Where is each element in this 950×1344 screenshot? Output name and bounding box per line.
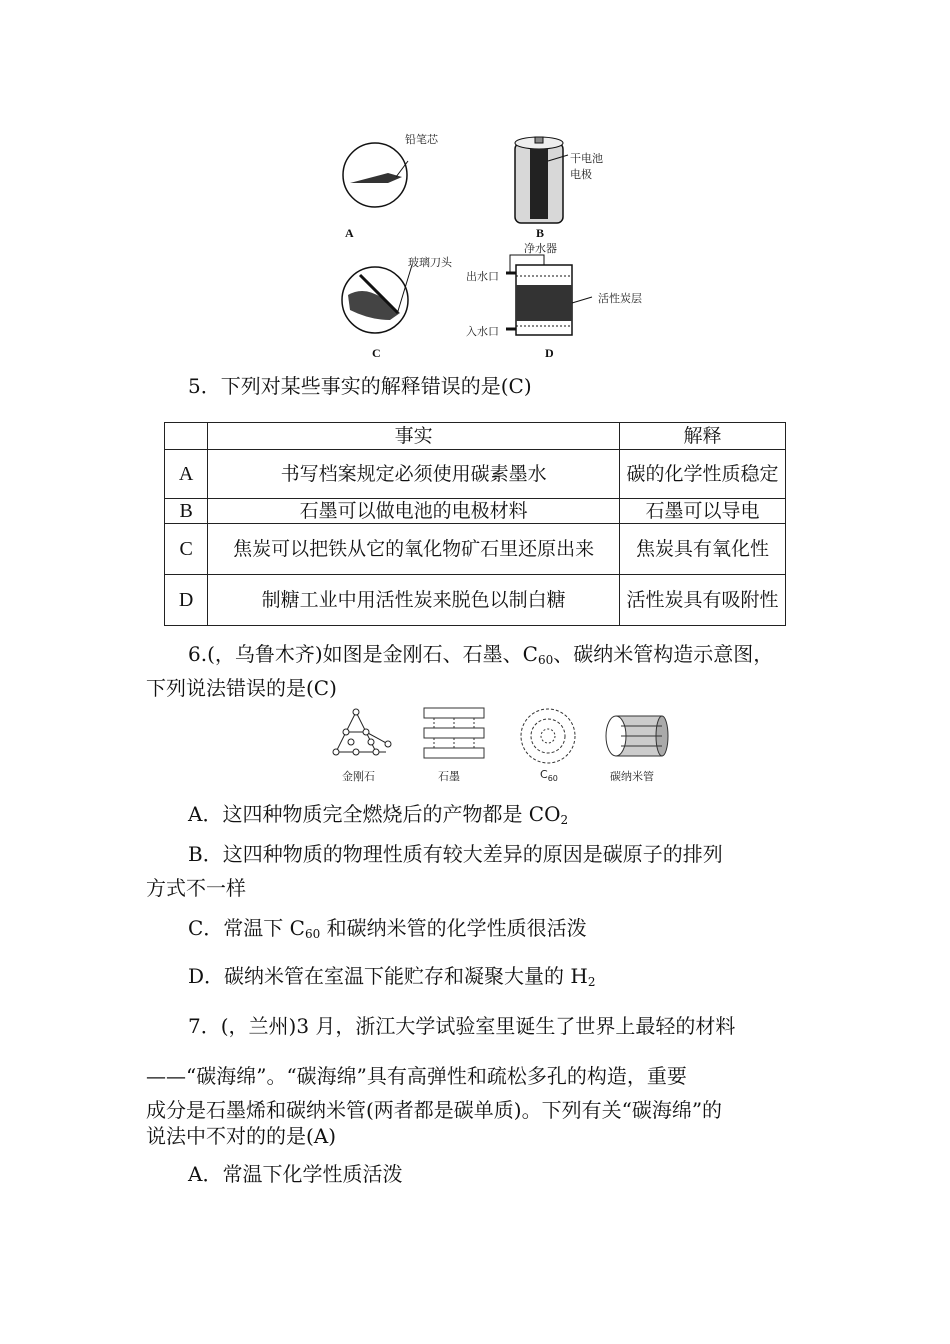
row-key: D	[165, 575, 208, 626]
figure-d-caption: D	[545, 346, 554, 360]
header-explanation: 解释	[619, 423, 785, 450]
pencil-lead-image	[343, 143, 408, 207]
q7-option-a: A．常温下化学性质活泼	[188, 1162, 403, 1186]
q6-option-c-text-cont: 和碳纳米管的化学性质很活泼	[320, 916, 587, 940]
row-explanation: 活性炭具有吸附性	[619, 575, 785, 626]
h2-subscript: 2	[587, 975, 596, 989]
water-purifier-image	[506, 255, 592, 335]
q6-option-c-text: C．常温下 C	[188, 916, 305, 940]
row-fact: 石墨可以做电池的电极材料	[208, 499, 620, 524]
water-purifier-label: 净水器	[524, 242, 557, 255]
q6-option-b-line2: 方式不一样	[146, 876, 246, 900]
q5-facts-table	[164, 422, 786, 626]
row-fact: 书写档案规定必须使用碳素墨水	[208, 450, 620, 499]
q6-option-d-text: D．碳纳米管在室温下能贮存和凝聚大量的 H	[188, 964, 588, 988]
graphite-label: 石墨	[438, 770, 460, 783]
q7-stem-line2: ——“碳海绵”。“碳海绵”具有高弹性和疏松多孔的构造，重要	[146, 1064, 687, 1088]
figure-a-caption: A	[345, 226, 354, 240]
glass-cutter-label: 玻璃刀头	[408, 256, 452, 269]
row-explanation: 焦炭具有氧化性	[619, 524, 785, 575]
figure-b-caption: B	[536, 226, 545, 240]
q7-stem-line3: 成分是石墨烯和碳纳米管(两者都是碳单质)。下列有关“碳海绵”的	[146, 1098, 723, 1122]
row-key: B	[165, 499, 208, 524]
nanotube-label: 碳纳米管	[610, 770, 654, 783]
q6-option-a-text: A．这四种物质完全燃烧后的产物都是 CO	[188, 802, 561, 826]
table-header-row	[165, 423, 786, 450]
row-key: A	[165, 450, 208, 499]
row-explanation: 碳的化学性质稳定	[619, 450, 785, 499]
diamond-structure-image	[333, 709, 391, 755]
row-explanation: 石墨可以导电	[619, 499, 785, 524]
c60-label	[540, 768, 558, 783]
q6-option-c	[188, 914, 587, 948]
q6-stem-text-cont: 、碳纳米管构造示意图，	[553, 642, 774, 666]
q6-stem-line1	[188, 640, 773, 674]
activated-carbon-label: 活性炭层	[598, 292, 642, 305]
q5-stem: 5．下列对某些事实的解释错误的是(C)	[188, 374, 532, 398]
carbon-uses-figure	[330, 125, 670, 365]
dry-battery-label: 干电池	[570, 152, 603, 165]
carbon-allotropes-figure	[326, 704, 676, 766]
water-outlet-label: 出水口	[466, 270, 499, 283]
q6-option-d	[188, 962, 595, 996]
q7-stem-line4: 说法中不对的的是(A)	[146, 1124, 337, 1148]
diamond-label: 金刚石	[342, 770, 375, 783]
nanotube-structure-image	[606, 716, 668, 756]
c60-structure-image	[521, 709, 575, 763]
c60-option-subscript: 60	[304, 927, 321, 941]
pencil-lead-label: 铅笔芯	[405, 133, 438, 146]
figure-c-caption: C	[372, 346, 381, 360]
water-inlet-label: 入水口	[466, 325, 499, 338]
q7-stem-line1: 7．(，兰州)3 月，浙江大学试验室里诞生了世界上最轻的材料	[188, 1014, 736, 1038]
table-row	[165, 450, 786, 499]
c60-subscript: 60	[538, 653, 554, 667]
graphite-structure-image	[424, 708, 484, 758]
dry-battery-image	[515, 137, 568, 223]
table-row	[165, 524, 786, 575]
c60-label-text: C	[540, 768, 548, 781]
glass-cutter-image	[342, 265, 412, 333]
c60-label-sub: 60	[547, 774, 558, 783]
co2-subscript: 2	[560, 813, 569, 827]
electrode-label: 电极	[570, 168, 592, 181]
q6-stem-line2: 下列说法错误的是(C)	[146, 676, 337, 700]
q6-stem-text: 6.(，乌鲁木齐)如图是金刚石、石墨、C	[188, 642, 538, 666]
header-blank	[165, 423, 208, 450]
header-fact: 事实	[208, 423, 620, 450]
q6-option-a	[188, 800, 568, 834]
row-key: C	[165, 524, 208, 575]
q6-option-b-line1: B．这四种物质的物理性质有较大差异的原因是碳原子的排列	[188, 842, 723, 866]
row-fact: 制糖工业中用活性炭来脱色以制白糖	[208, 575, 620, 626]
table-row	[165, 575, 786, 626]
row-fact: 焦炭可以把铁从它的氧化物矿石里还原出来	[208, 524, 620, 575]
table-row	[165, 499, 786, 524]
